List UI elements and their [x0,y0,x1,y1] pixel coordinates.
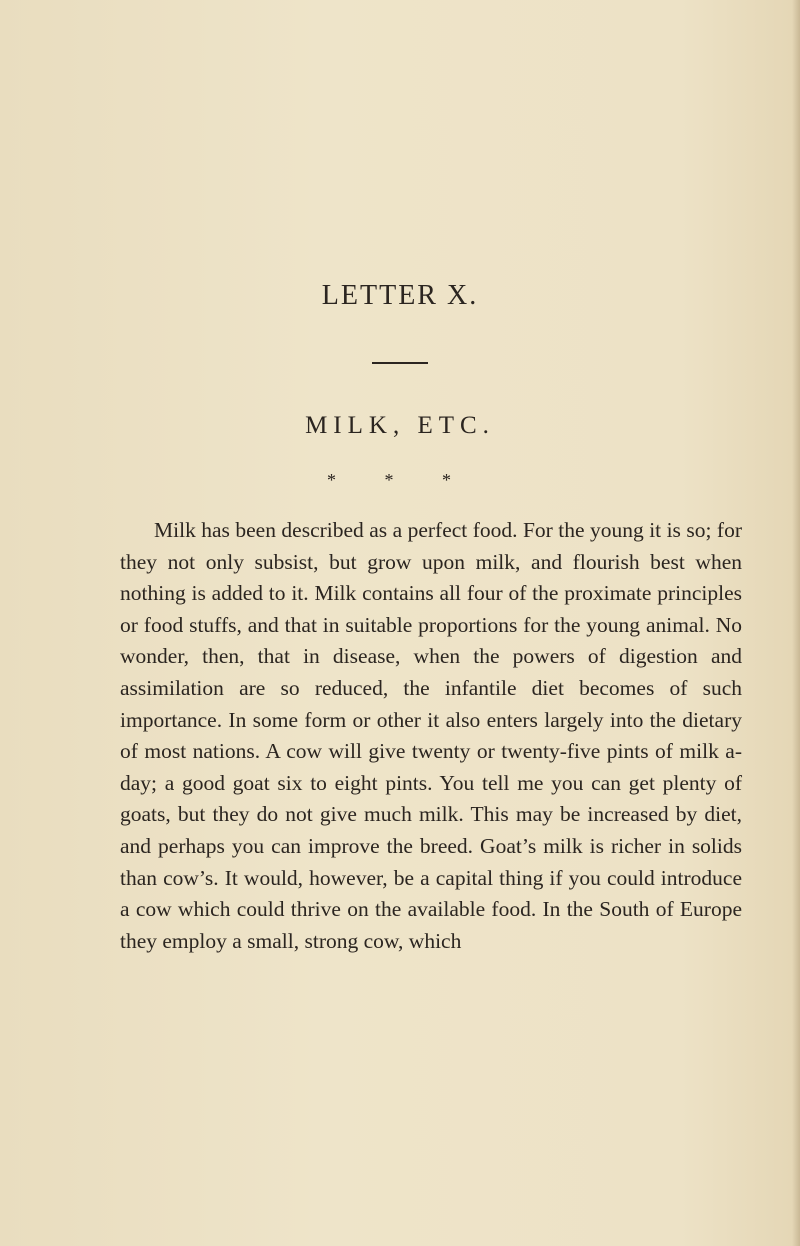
section-title: MILK, ETC. [305,412,495,439]
heading-rule [372,362,428,364]
ornament-asterisks: * * * [327,470,473,490]
letter-heading: LETTER X. [321,280,479,311]
body-paragraph: Milk has been described as a perfect food. For the young it is so; for they not only subsist, but grow upon milk, and flourish best when nothing is added to it. Milk contains all four of the proximate principles or food stuffs, and that in suitable proportions for the young animal. No wonder, then, that in disease, when the powers of digestion and assimilation are so reduced, the infantile diet becomes of such importance. In some form or other it also enters largely into the dietary of most nations. A cow will give twenty or twenty-five pints of milk a-day; a good goat six to eight pints. You tell me you can get plenty of goats, but they do not give much milk. This may be increased by diet, and perhaps you can improve the breed. Goat’s milk is richer in solids than cow’s. It would, however, be a capital thing if you could introduce a cow which could thrive on the available food. In the South of Europe they employ a small, strong cow, which [120,518,742,953]
page-edge-shadow [792,0,800,1246]
